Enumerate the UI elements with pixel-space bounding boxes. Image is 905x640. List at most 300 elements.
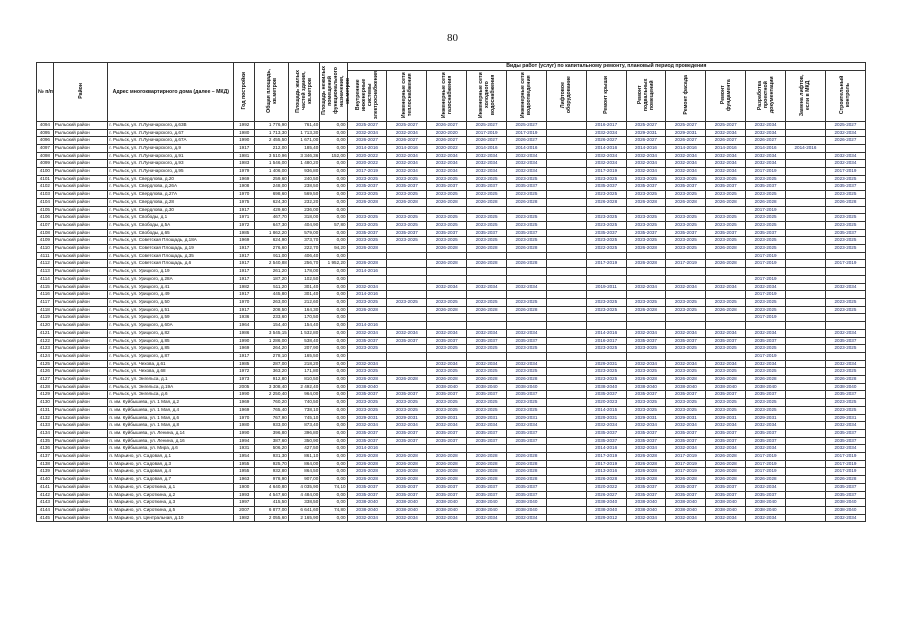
cell-work-12 bbox=[786, 499, 826, 507]
cell-num: 4106 bbox=[37, 214, 54, 222]
cell-work-10 bbox=[706, 252, 746, 260]
cell-work-7: 2023-2025 bbox=[586, 368, 626, 376]
cell-work-13: 2038-2040 bbox=[825, 383, 865, 391]
cell-work-6 bbox=[546, 214, 586, 222]
cell-nonres-area: 0,00 bbox=[320, 391, 347, 399]
cell-work-5: 2026-2028 bbox=[507, 245, 547, 253]
cell-num: 4124 bbox=[37, 352, 54, 360]
cell-total-area: 261,20 bbox=[255, 268, 289, 276]
cell-total-area: 506,20 bbox=[255, 445, 289, 453]
cell-total-area: 978,90 bbox=[255, 476, 289, 484]
cell-work-6 bbox=[546, 252, 586, 260]
cell-total-area: 647,30 bbox=[255, 221, 289, 229]
cell-work-8: 2025-2027 bbox=[626, 121, 666, 129]
cell-work-1: 2035-2037 bbox=[347, 391, 387, 399]
cell-work-11: 2032-2034 bbox=[746, 514, 786, 522]
cell-work-10: 2026-2028 bbox=[706, 306, 746, 314]
header-work-10: Ремонт фундамента bbox=[706, 70, 746, 121]
cell-total-area: 4 547,60 bbox=[255, 491, 289, 499]
cell-address: п. им. Куйбышева, ул. 1 Мая, д.8 bbox=[108, 422, 234, 430]
cell-year: 1990 bbox=[234, 337, 255, 345]
cell-district: Рыльский район bbox=[53, 391, 108, 399]
cell-work-7 bbox=[586, 322, 626, 330]
cell-year: 1931 bbox=[234, 445, 255, 453]
cell-work-13: 2035-2037 bbox=[825, 337, 865, 345]
cell-work-6 bbox=[546, 206, 586, 214]
cell-work-9: 2023-2025 bbox=[666, 214, 706, 222]
table-row bbox=[37, 376, 866, 384]
cell-num: 4097 bbox=[37, 144, 54, 152]
cell-num: 4125 bbox=[37, 360, 54, 368]
cell-work-5: 2026-2028 bbox=[507, 198, 547, 206]
cell-nonres-area: 0,00 bbox=[320, 368, 347, 376]
cell-total-area: 387,60 bbox=[255, 437, 289, 445]
cell-address: г. Рыльск, ул. Л.Луначарского, д.9 bbox=[108, 144, 234, 152]
cell-district: Рыльский район bbox=[53, 121, 108, 129]
cell-work-8: 2029-2031 bbox=[626, 129, 666, 137]
cell-work-11: 2017-2019 bbox=[746, 252, 786, 260]
cell-total-area: 511,20 bbox=[255, 283, 289, 291]
cell-work-9: 2026-2028 bbox=[666, 476, 706, 484]
cell-work-2: 2038-2040 bbox=[387, 499, 427, 507]
cell-living-area: 238,50 bbox=[288, 183, 319, 191]
cell-nonres-area: 0,00 bbox=[320, 229, 347, 237]
cell-work-13: 2026-2027 bbox=[825, 137, 865, 145]
cell-work-3: 2032-2034 bbox=[427, 152, 467, 160]
cell-work-12 bbox=[786, 314, 826, 322]
cell-address: п. Марьино, ул. Садовая, д.1 bbox=[108, 453, 234, 461]
cell-work-6 bbox=[546, 175, 586, 183]
header-work-12: Замена лифтов, если в МКД bbox=[786, 70, 826, 121]
cell-work-3: 2023-2025 bbox=[427, 399, 467, 407]
cell-work-8: 2023-2025 bbox=[626, 221, 666, 229]
cell-nonres-area: 0,00 bbox=[320, 414, 347, 422]
cell-district: Рыльский район bbox=[53, 160, 108, 168]
cell-work-1: 2026-2027 bbox=[347, 137, 387, 145]
cell-work-13: 2032-2034 bbox=[825, 329, 865, 337]
cell-work-2: 2023-2025 bbox=[387, 399, 427, 407]
cell-work-7: 2023-2025 bbox=[586, 376, 626, 384]
table-row bbox=[37, 306, 866, 314]
cell-work-9: 2023-2025 bbox=[666, 345, 706, 353]
cell-work-4: 2025-2027 bbox=[467, 121, 507, 129]
cell-work-11: 2023-2025 bbox=[746, 406, 786, 414]
cell-nonres-area: 74,80 bbox=[320, 506, 347, 514]
cell-nonres-area: 0,00 bbox=[320, 476, 347, 484]
cell-work-1: 2026-2028 bbox=[347, 260, 387, 268]
table-row bbox=[37, 445, 866, 453]
cell-work-4 bbox=[467, 206, 507, 214]
cell-work-10: 2023-2025 bbox=[706, 368, 746, 376]
cell-work-12 bbox=[786, 383, 826, 391]
cell-num: 4115 bbox=[37, 283, 54, 291]
cell-num: 4095 bbox=[37, 129, 54, 137]
cell-living-area: 569,50 bbox=[288, 191, 319, 199]
cell-work-1: 2023-2025 bbox=[347, 221, 387, 229]
cell-total-area: 4 640,80 bbox=[255, 483, 289, 491]
cell-work-4: 2023-2025 bbox=[467, 299, 507, 307]
cell-district: Рыльский район bbox=[53, 283, 108, 291]
cell-work-12 bbox=[786, 152, 826, 160]
cell-year: 1969 bbox=[234, 399, 255, 407]
cell-work-9 bbox=[666, 352, 706, 360]
cell-nonres-area: 0,00 bbox=[320, 383, 347, 391]
cell-district: Рыльский район bbox=[53, 352, 108, 360]
cell-year: 1954 bbox=[234, 453, 255, 461]
cell-work-10: 2026-2028 bbox=[706, 198, 746, 206]
cell-work-7 bbox=[586, 206, 626, 214]
cell-work-10: 2023-2025 bbox=[706, 399, 746, 407]
cell-work-13: 2017-2019 bbox=[825, 260, 865, 268]
cell-work-10: 2026-2027 bbox=[706, 137, 746, 145]
cell-num: 4126 bbox=[37, 368, 54, 376]
cell-work-11: 2017-2019 bbox=[746, 275, 786, 283]
cell-living-area: 4 035,90 bbox=[288, 483, 319, 491]
cell-year: 1981 bbox=[234, 152, 255, 160]
cell-work-10: 2032-2034 bbox=[706, 152, 746, 160]
cell-work-13 bbox=[825, 314, 865, 322]
table-row bbox=[37, 229, 866, 237]
cell-work-4: 2023-2025 bbox=[467, 237, 507, 245]
cell-work-8: 2038-2040 bbox=[626, 383, 666, 391]
cell-year: 1985 bbox=[234, 360, 255, 368]
cell-work-2 bbox=[387, 252, 427, 260]
cell-work-4: 2023-2025 bbox=[467, 175, 507, 183]
cell-work-12 bbox=[786, 121, 826, 129]
cell-work-2: 2023-2025 bbox=[387, 175, 427, 183]
cell-work-2: 2026-2028 bbox=[387, 453, 427, 461]
cell-work-10: 2035-2037 bbox=[706, 183, 746, 191]
cell-work-12 bbox=[786, 322, 826, 330]
cell-work-3: 2026-2027 bbox=[427, 137, 467, 145]
cell-work-13 bbox=[825, 322, 865, 330]
cell-total-area: 278,10 bbox=[255, 352, 289, 360]
cell-work-6 bbox=[546, 460, 586, 468]
cell-work-11: 2032-2034 bbox=[746, 152, 786, 160]
cell-work-7 bbox=[586, 268, 626, 276]
cell-work-1: 2038-2040 bbox=[347, 383, 387, 391]
cell-nonres-area: 0,00 bbox=[320, 445, 347, 453]
cell-nonres-area: 0,00 bbox=[320, 437, 347, 445]
cell-address: п. им. Куйбышева, ул. Мира, д.6 bbox=[108, 445, 234, 453]
cell-work-7: 2032-2034 bbox=[586, 422, 626, 430]
cell-work-3: 2032-2034 bbox=[427, 160, 467, 168]
cell-work-1: 2023-2025 bbox=[347, 345, 387, 353]
cell-num: 4103 bbox=[37, 191, 54, 199]
cell-work-12 bbox=[786, 160, 826, 168]
cell-work-12 bbox=[786, 514, 826, 522]
cell-work-12 bbox=[786, 391, 826, 399]
cell-living-area: 964,00 bbox=[288, 391, 319, 399]
cell-year: 1955 bbox=[234, 468, 255, 476]
cell-work-12 bbox=[786, 468, 826, 476]
cell-work-7: 2023-2025 bbox=[586, 221, 626, 229]
cell-total-area: 1 862,20 bbox=[255, 229, 289, 237]
cell-district: Рыльский район bbox=[53, 198, 108, 206]
cell-address: г. Рыльск, ул. Свободы, д.1 bbox=[108, 214, 234, 222]
cell-year: 1986 bbox=[234, 329, 255, 337]
cell-work-4: 2023-2025 bbox=[467, 368, 507, 376]
cell-work-1: 2035-2037 bbox=[347, 429, 387, 437]
cell-work-12 bbox=[786, 221, 826, 229]
cell-work-6 bbox=[546, 260, 586, 268]
cell-work-9: 2038-2040 bbox=[666, 506, 706, 514]
cell-work-7: 2026-2027 bbox=[586, 491, 626, 499]
cell-work-11: 2017-2019 bbox=[746, 314, 786, 322]
cell-work-4 bbox=[467, 322, 507, 330]
cell-work-11: 2035-2037 bbox=[746, 429, 786, 437]
cell-living-area: 740,50 bbox=[288, 399, 319, 407]
cell-work-7: 2014-2016 bbox=[586, 329, 626, 337]
cell-work-8: 2023-2025 bbox=[626, 191, 666, 199]
cell-work-13: 2017-2019 bbox=[825, 468, 865, 476]
cell-work-6 bbox=[546, 314, 586, 322]
cell-work-10: 2023-2025 bbox=[706, 221, 746, 229]
cell-living-area: 165,50 bbox=[288, 352, 319, 360]
cell-nonres-area: 0,00 bbox=[320, 175, 347, 183]
table-row bbox=[37, 299, 866, 307]
cell-address: п. им. Куйбышева, ул. Ленина, д.14 bbox=[108, 429, 234, 437]
cell-work-6 bbox=[546, 337, 586, 345]
cell-year: 1972 bbox=[234, 368, 255, 376]
cell-work-7: 2032-2034 bbox=[586, 152, 626, 160]
cell-address: г. Рыльск, ул. Свердлова, д.27А bbox=[108, 191, 234, 199]
cell-work-3 bbox=[427, 268, 467, 276]
cell-work-9 bbox=[666, 322, 706, 330]
cell-work-11: 2023-2025 bbox=[746, 299, 786, 307]
cell-work-11: 2032-2034 bbox=[746, 329, 786, 337]
cell-address: п. им. Куйбышева, ул. 1 Мая, д.2 bbox=[108, 399, 234, 407]
cell-work-10: 2035-2037 bbox=[706, 429, 746, 437]
cell-work-1: 2014-2016 bbox=[347, 268, 387, 276]
cell-work-7: 2029-2031 bbox=[586, 360, 626, 368]
cell-district: Рыльский район bbox=[53, 406, 108, 414]
cell-total-area: 925,70 bbox=[255, 460, 289, 468]
cell-work-10: 2029-2031 bbox=[706, 414, 746, 422]
cell-work-1: 2035-2037 bbox=[347, 491, 387, 499]
cell-work-3: 2032-2034 bbox=[427, 168, 467, 176]
cell-work-7: 2023-2025 bbox=[586, 345, 626, 353]
cell-year: 1917 bbox=[234, 206, 255, 214]
table-row bbox=[37, 283, 866, 291]
cell-work-6 bbox=[546, 406, 586, 414]
table-body bbox=[37, 121, 866, 522]
cell-work-3 bbox=[427, 352, 467, 360]
cell-work-7: 2029-2012 bbox=[586, 514, 626, 522]
cell-work-4: 2026-2028 bbox=[467, 453, 507, 461]
cell-work-9: 2032-2034 bbox=[666, 283, 706, 291]
cell-work-3 bbox=[427, 314, 467, 322]
cell-district: Рыльский район bbox=[53, 483, 108, 491]
cell-work-7: 2026-2027 bbox=[586, 137, 626, 145]
cell-district: Рыльский район bbox=[53, 299, 108, 307]
cell-living-area: 873,40 bbox=[288, 422, 319, 430]
cell-district: Рыльский район bbox=[53, 491, 108, 499]
cell-work-10 bbox=[706, 291, 746, 299]
cell-work-4: 2032-2034 bbox=[467, 329, 507, 337]
cell-work-9: 2017-2019 bbox=[666, 460, 706, 468]
cell-work-8: 2026-2028 bbox=[626, 376, 666, 384]
cell-address: п. Марьино, ул. Центральная, д.10 bbox=[108, 514, 234, 522]
table-row bbox=[37, 198, 866, 206]
cell-district: Рыльский район bbox=[53, 191, 108, 199]
cell-work-5: 2026-2028 bbox=[507, 468, 547, 476]
cell-work-5: 2025-2027 bbox=[507, 121, 547, 129]
cell-address: п. им. Куйбышева, ул. Ленина, д.16 bbox=[108, 437, 234, 445]
cell-work-1: 2023-2025 bbox=[347, 237, 387, 245]
cell-num: 4122 bbox=[37, 337, 54, 345]
cell-total-area: 212,00 bbox=[255, 144, 289, 152]
table-row bbox=[37, 476, 866, 484]
cell-work-12 bbox=[786, 252, 826, 260]
cell-work-12: 2014-2016 bbox=[786, 144, 826, 152]
cell-work-3: 2035-2037 bbox=[427, 437, 467, 445]
cell-work-8: 2023-2025 bbox=[626, 399, 666, 407]
cell-work-7 bbox=[586, 275, 626, 283]
cell-work-13: 2025-2027 bbox=[825, 121, 865, 129]
cell-work-6 bbox=[546, 345, 586, 353]
cell-work-13: 2017-2019 bbox=[825, 460, 865, 468]
cell-work-9: 2032-2034 bbox=[666, 360, 706, 368]
cell-work-1: 2020-2022 bbox=[347, 160, 387, 168]
cell-work-10: 2032-2034 bbox=[706, 168, 746, 176]
cell-work-5 bbox=[507, 291, 547, 299]
cell-work-9: 2035-2037 bbox=[666, 337, 706, 345]
cell-work-7: 2035-2037 bbox=[586, 391, 626, 399]
cell-work-13: 2023-2025 bbox=[825, 406, 865, 414]
cell-work-8: 2032-2034 bbox=[626, 152, 666, 160]
cell-nonres-area: 1 952,20 bbox=[320, 260, 347, 268]
cell-work-10: 2038-2040 bbox=[706, 383, 746, 391]
cell-work-12 bbox=[786, 245, 826, 253]
cell-address: г. Рыльск, ул. Урицкого, д.85 bbox=[108, 337, 234, 345]
cell-district: Рыльский район bbox=[53, 514, 108, 522]
table-row bbox=[37, 352, 866, 360]
cell-work-2: 2038-2040 bbox=[387, 506, 427, 514]
table-row bbox=[37, 152, 866, 160]
cell-work-4: 2035-2037 bbox=[467, 437, 507, 445]
cell-address: г. Рыльск, ул. Энгельса, д.6 bbox=[108, 391, 234, 399]
cell-work-6 bbox=[546, 144, 586, 152]
cell-num: 4109 bbox=[37, 237, 54, 245]
cell-work-4: 2032-2034 bbox=[467, 283, 507, 291]
cell-work-5: 2026-2028 bbox=[507, 260, 547, 268]
cell-work-3: 2032-2034 bbox=[427, 329, 467, 337]
cell-district: Рыльский район bbox=[53, 206, 108, 214]
cell-nonres-area: 0,00 bbox=[320, 453, 347, 461]
header-work-9: Ремонт фасада bbox=[666, 70, 706, 121]
cell-work-3: 2035-2037 bbox=[427, 483, 467, 491]
cell-work-8: 2023-2025 bbox=[626, 368, 666, 376]
cell-work-9: 2038-2040 bbox=[666, 383, 706, 391]
cell-work-2: 2025-2027 bbox=[387, 121, 427, 129]
table-row bbox=[37, 121, 866, 129]
cell-total-area: 363,20 bbox=[255, 368, 289, 376]
cell-year: 1982 bbox=[234, 283, 255, 291]
table-row bbox=[37, 137, 866, 145]
cell-work-7: 2023-2025 bbox=[586, 214, 626, 222]
cell-work-7 bbox=[586, 314, 626, 322]
cell-nonres-area: 0,00 bbox=[320, 299, 347, 307]
cell-work-5: 2023-2025 bbox=[507, 299, 547, 307]
cell-work-13 bbox=[825, 291, 865, 299]
cell-address: п. Марьино, ул. Сироткина, д.5 bbox=[108, 506, 234, 514]
cell-work-8 bbox=[626, 268, 666, 276]
cell-num: 4119 bbox=[37, 314, 54, 322]
cell-work-8 bbox=[626, 314, 666, 322]
cell-work-4: 2035-2037 bbox=[467, 391, 507, 399]
cell-work-5: 2023-2025 bbox=[507, 368, 547, 376]
cell-total-area: 263,00 bbox=[255, 299, 289, 307]
cell-work-9: 2017-2019 bbox=[666, 260, 706, 268]
header-work-5: Инженерные сети водоотведения bbox=[507, 70, 547, 121]
cell-work-1: 2026-2028 bbox=[347, 376, 387, 384]
cell-work-11: 2017-2019 bbox=[746, 460, 786, 468]
cell-work-7: 2014-2016 bbox=[586, 144, 626, 152]
cell-work-11: 2023-2025 bbox=[746, 245, 786, 253]
cell-work-9: 2035-2037 bbox=[666, 483, 706, 491]
table-row bbox=[37, 437, 866, 445]
cell-work-8: 2032-2034 bbox=[626, 329, 666, 337]
cell-num: 4127 bbox=[37, 376, 54, 384]
cell-district: Рыльский район bbox=[53, 329, 108, 337]
header-work-6: Лифтовое оборудование bbox=[546, 70, 586, 121]
cell-nonres-area: 0,00 bbox=[320, 168, 347, 176]
cell-work-6 bbox=[546, 137, 586, 145]
cell-work-1: 2026-2028 bbox=[347, 468, 387, 476]
cell-num: 4138 bbox=[37, 460, 54, 468]
cell-total-area: 698,60 bbox=[255, 191, 289, 199]
cell-total-area: 912,80 bbox=[255, 376, 289, 384]
cell-work-9: 2035-2037 bbox=[666, 437, 706, 445]
cell-work-11: 2038-2040 bbox=[746, 499, 786, 507]
cell-work-5 bbox=[507, 322, 547, 330]
cell-year: 1917 bbox=[234, 306, 255, 314]
cell-work-8: 2032-2034 bbox=[626, 168, 666, 176]
cell-work-3 bbox=[427, 291, 467, 299]
cell-num: 4134 bbox=[37, 429, 54, 437]
cell-work-2 bbox=[387, 368, 427, 376]
cell-work-11: 2032-2034 bbox=[746, 129, 786, 137]
cell-work-1 bbox=[347, 206, 387, 214]
cell-work-11: 2026-2027 bbox=[746, 137, 786, 145]
cell-num: 4145 bbox=[37, 514, 54, 522]
cell-total-area: 396,80 bbox=[255, 429, 289, 437]
cell-work-12 bbox=[786, 268, 826, 276]
cell-year: 1975 bbox=[234, 198, 255, 206]
cell-address: г. Рыльск, ул. Урицкого, д.28А bbox=[108, 275, 234, 283]
cell-work-4 bbox=[467, 268, 507, 276]
cell-work-12 bbox=[786, 506, 826, 514]
cell-work-9: 2032-2034 bbox=[666, 152, 706, 160]
cell-district: Рыльский район bbox=[53, 129, 108, 137]
cell-work-4: 2014-2016 bbox=[467, 144, 507, 152]
cell-work-11: 2023-2025 bbox=[746, 306, 786, 314]
cell-work-7: 2017-2019 bbox=[586, 453, 626, 461]
cell-work-2: 2023-2025 bbox=[387, 221, 427, 229]
cell-work-11: 2023-2025 bbox=[746, 175, 786, 183]
cell-work-11: 2026-2028 bbox=[746, 198, 786, 206]
cell-district: Рыльский район bbox=[53, 414, 108, 422]
table-row bbox=[37, 245, 866, 253]
cell-work-2: 2026-2028 bbox=[387, 476, 427, 484]
cell-nonres-area: 0,00 bbox=[320, 268, 347, 276]
cell-work-8: 2032-2034 bbox=[626, 160, 666, 168]
cell-work-10: 2032-2034 bbox=[706, 422, 746, 430]
cell-work-3: 2023-2025 bbox=[427, 299, 467, 307]
cell-living-area: 240,50 bbox=[288, 175, 319, 183]
cell-address: г. Рыльск, ул. Советская Площадь, д.18А bbox=[108, 237, 234, 245]
